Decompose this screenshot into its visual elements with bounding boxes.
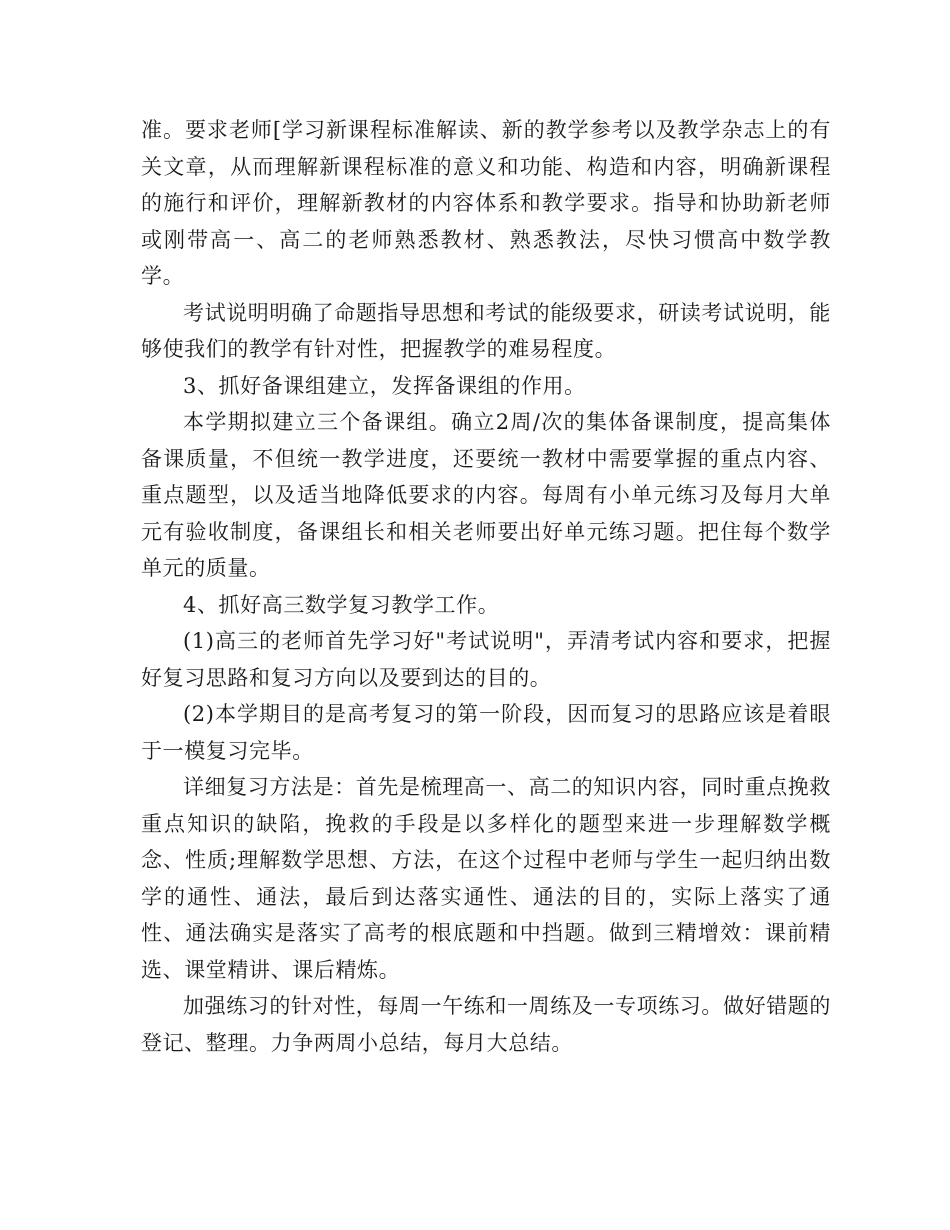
document-body bbox=[141, 112, 831, 1061]
paragraph-lesson-groups: 本学期拟建立三个备课组。确立2周/次的集体备课制度，提高集体备课质量，不但统一教学进度，还要统一教材中需要掌握的重点内容、重点题型，以及适当地降低要求的内容。每周有小单元练习及每月大单元有验收制度，备课组长和相关老师要出好单元练习题。把住每个数学单元的质量。 bbox=[141, 410, 831, 580]
paragraph-item-1: (1)高三的老师首先学习好"考试说明"，弄清考试内容和要求，把握好复习思路和复习方向以及要到达的目的。 bbox=[141, 629, 831, 690]
paragraph-heading-4: 4、抓好高三数学复习教学工作。 bbox=[183, 592, 500, 617]
paragraph-practice: 加强练习的针对性，每周一午练和一周练及一专项练习。做好错题的登记、整理。力争两周小总结，每月大总结。 bbox=[141, 994, 831, 1055]
paragraph-heading-3: 3、抓好备课组建立，发挥备课组的作用。 bbox=[183, 373, 586, 398]
paragraph-continuation: 准。要求老师[学习新课程标准解读、新的教学参考以及教学杂志上的有关文章，从而理解新课程标准的意义和功能、构造和内容，明确新课程的施行和评价，理解新教材的内容体系和教学要求。指导和协助新老师或刚带高一、高二的老师熟悉教材、熟悉教法，尽快习惯高中数学教学。 bbox=[141, 118, 831, 288]
paragraph-exam-guide: 考试说明明确了命题指导思想和考试的能级要求，研读考试说明，能够使我们的教学有针对性，把握教学的难易程度。 bbox=[141, 300, 831, 361]
paragraph-item-2: (2)本学期目的是高考复习的第一阶段，因而复习的思路应该是着眼于一模复习完毕。 bbox=[141, 702, 831, 763]
paragraph-review-method: 详细复习方法是：首先是梳理高一、高二的知识内容，同时重点挽救重点知识的缺陷，挽救的手段是以多样化的题型来进一步理解数学概念、性质;理解数学思想、方法，在这个过程中老师与学生一起归纳出数学的通性、通法，最后到达落实通性、通法的目的，实际上落实了通性、通法确实是落实了高考的根底题和中挡题。做到三精增效：课前精选、课堂精讲、课后精炼。 bbox=[141, 775, 831, 982]
